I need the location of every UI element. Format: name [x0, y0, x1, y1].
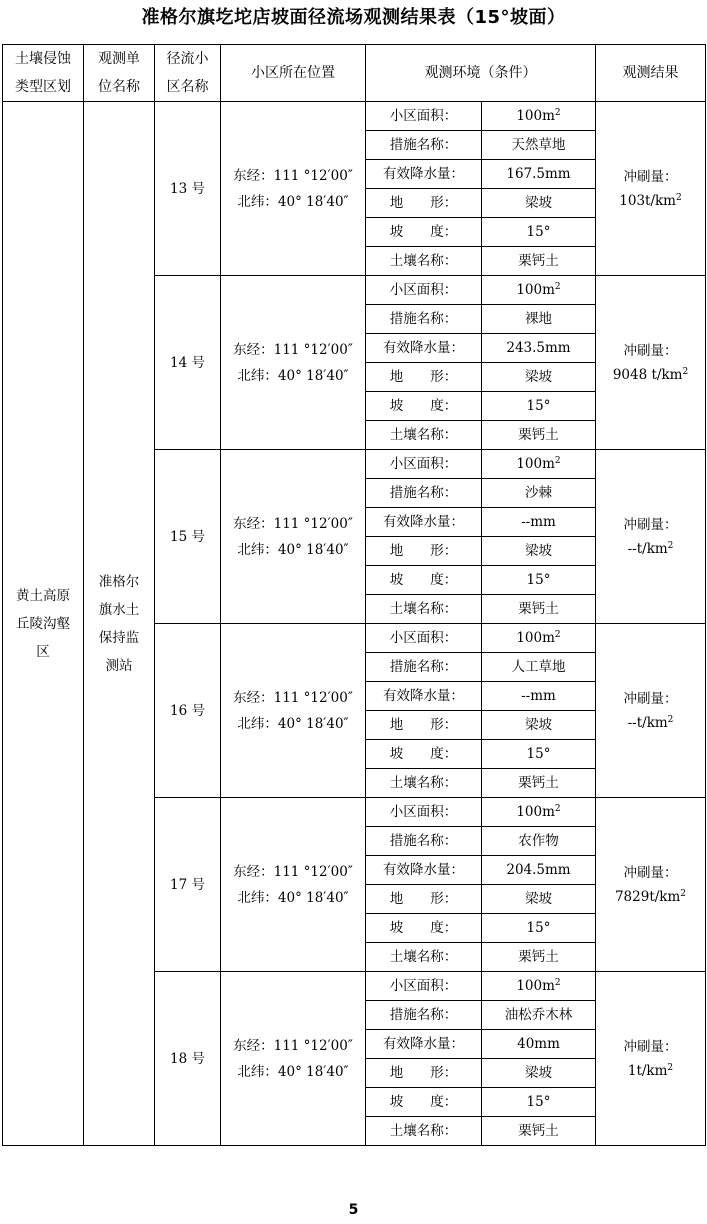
- env-value-text: 100m: [516, 804, 555, 820]
- result-value: [596, 363, 705, 387]
- env-value-text: 100m: [516, 282, 555, 298]
- env-value-text: 梁坡: [525, 891, 552, 907]
- env-value-area: [482, 624, 596, 653]
- header-row: [3, 45, 706, 102]
- env-label-area: 小区面积：: [366, 102, 482, 131]
- plot-location-cell: [221, 972, 366, 1146]
- plot-location-cell: [221, 276, 366, 450]
- env-value-soil: [482, 769, 596, 798]
- station-cell: [84, 102, 155, 1146]
- result-unit-exponent: 2: [667, 1062, 674, 1073]
- longitude: 东经：111 °12′00″: [233, 863, 353, 880]
- env-value-rain: [482, 856, 596, 885]
- env-value-text: 梁坡: [525, 1065, 552, 1081]
- env-value-text: 裸地: [525, 311, 552, 327]
- area-unit-exponent: 2: [554, 456, 561, 466]
- page-number: 5: [348, 1202, 359, 1218]
- env-label-terrain: 地 形：: [366, 1059, 482, 1088]
- env-value-area: [482, 450, 596, 479]
- env-value-area: [482, 798, 596, 827]
- env-value-area: [482, 972, 596, 1001]
- env-label-rain: 有效降水量：: [366, 508, 482, 537]
- env-label-measure: 措施名称：: [366, 1001, 482, 1030]
- plot-name-cell: 18 号: [155, 972, 221, 1146]
- result-value-text: 103t/km: [619, 192, 676, 209]
- plot-name-cell: 16 号: [155, 624, 221, 798]
- env-label-rain: 有效降水量：: [366, 334, 482, 363]
- env-value-text: 人工草地: [511, 659, 566, 675]
- env-value-rain: [482, 334, 596, 363]
- plot-result-cell: [596, 102, 706, 276]
- env-label-soil: 土壤名称：: [366, 943, 482, 972]
- result-value-text: 9048 t/km: [612, 366, 683, 383]
- header-result: 观测结果: [596, 45, 706, 102]
- env-value-text: 243.5mm: [506, 340, 571, 356]
- plot-result-cell: [596, 276, 706, 450]
- env-label-rain: 有效降水量：: [366, 856, 482, 885]
- area-unit-exponent: 2: [554, 630, 561, 640]
- region-line3: 区: [36, 643, 50, 660]
- plot-name-cell: 14 号: [155, 276, 221, 450]
- env-value-text: 栗钙土: [518, 427, 559, 443]
- env-value-soil: [482, 943, 596, 972]
- header-region-line1: 土壤侵蚀: [15, 51, 71, 67]
- env-label-terrain: 地 形：: [366, 537, 482, 566]
- result-unit-exponent: 2: [667, 714, 674, 725]
- longitude: 东经：111 °12′00″: [233, 515, 353, 532]
- result-label: 冲刷量：: [623, 342, 678, 359]
- env-value-terrain: [482, 189, 596, 218]
- env-label-slope: 坡 度：: [366, 1088, 482, 1117]
- result-label: 冲刷量：: [623, 516, 678, 533]
- result-value: [596, 711, 705, 735]
- latitude: 北纬：40° 18′40″: [237, 541, 349, 558]
- station-line2: 旗水土: [98, 601, 140, 618]
- env-value-text: 15°: [526, 224, 551, 240]
- env-value-terrain: [482, 711, 596, 740]
- env-value-rain: [482, 1030, 596, 1059]
- result-value-text: 7829t/km: [614, 888, 681, 905]
- env-value-text: 167.5mm: [506, 166, 571, 182]
- env-value-text: 梁坡: [525, 195, 552, 211]
- latitude: 北纬：40° 18′40″: [237, 715, 349, 732]
- env-label-rain: 有效降水量：: [366, 1030, 482, 1059]
- result-value-text: --t/km: [627, 540, 668, 557]
- env-label-slope: 坡 度：: [366, 218, 482, 247]
- plot-result-cell: [596, 624, 706, 798]
- plot-result-cell: [596, 972, 706, 1146]
- header-plot-line2: 区名称: [166, 79, 209, 95]
- area-unit-exponent: 2: [554, 108, 561, 118]
- result-value: [596, 885, 705, 909]
- plot-name-cell: 17 号: [155, 798, 221, 972]
- result-unit-exponent: 2: [682, 366, 689, 377]
- env-value-rain: [482, 160, 596, 189]
- longitude: 东经：111 °12′00″: [233, 689, 353, 706]
- table-row: [3, 102, 706, 131]
- observation-table: [2, 44, 706, 1146]
- env-value-text: 天然草地: [511, 137, 566, 153]
- env-value-text: 农作物: [518, 833, 559, 849]
- env-value-text: 沙棘: [525, 485, 552, 501]
- env-label-rain: 有效降水量：: [366, 160, 482, 189]
- env-value-area: [482, 102, 596, 131]
- env-value-slope: [482, 392, 596, 421]
- env-value-slope: [482, 218, 596, 247]
- env-value-slope: [482, 740, 596, 769]
- plot-location-cell: [221, 102, 366, 276]
- env-value-measure: [482, 1001, 596, 1030]
- env-label-soil: 土壤名称：: [366, 1117, 482, 1146]
- env-value-slope: [482, 1088, 596, 1117]
- region-cell: [3, 102, 84, 1146]
- plot-result-cell: [596, 450, 706, 624]
- result-value-text: --t/km: [627, 714, 668, 731]
- env-value-text: 15°: [526, 920, 551, 936]
- env-label-soil: 土壤名称：: [366, 769, 482, 798]
- page-title: 准格尔旗圪坨店坡面径流场观测结果表（15°坡面）: [141, 7, 566, 28]
- env-value-text: 100m: [516, 630, 555, 646]
- env-value-soil: [482, 595, 596, 624]
- header-region-line2: 类型区划: [15, 79, 71, 95]
- header-environment: 观测环境（条件）: [366, 45, 596, 102]
- env-value-text: 15°: [526, 1094, 551, 1110]
- header-station-line2: 位名称: [98, 79, 140, 95]
- env-label-area: 小区面积：: [366, 798, 482, 827]
- env-value-text: 栗钙土: [518, 601, 559, 617]
- env-label-slope: 坡 度：: [366, 914, 482, 943]
- result-label: 冲刷量：: [623, 168, 678, 185]
- table-body: [3, 102, 706, 1146]
- env-value-terrain: [482, 363, 596, 392]
- env-value-text: 梁坡: [525, 369, 552, 385]
- env-value-text: --mm: [521, 688, 556, 704]
- env-label-terrain: 地 形：: [366, 189, 482, 218]
- env-value-soil: [482, 247, 596, 276]
- area-unit-exponent: 2: [554, 282, 561, 292]
- result-value-text: 1t/km: [627, 1062, 668, 1079]
- result-unit-exponent: 2: [667, 540, 674, 551]
- env-value-text: 204.5mm: [506, 862, 571, 878]
- result-value: [596, 537, 705, 561]
- env-label-area: 小区面积：: [366, 450, 482, 479]
- env-value-text: 15°: [526, 572, 551, 588]
- env-label-measure: 措施名称：: [366, 653, 482, 682]
- latitude: 北纬：40° 18′40″: [237, 889, 349, 906]
- env-value-rain: [482, 508, 596, 537]
- plot-result-cell: [596, 798, 706, 972]
- env-label-soil: 土壤名称：: [366, 421, 482, 450]
- env-label-terrain: 地 形：: [366, 363, 482, 392]
- env-label-area: 小区面积：: [366, 624, 482, 653]
- result-unit-exponent: 2: [680, 888, 687, 899]
- env-value-text: 梁坡: [525, 543, 552, 559]
- header-region: [3, 45, 84, 102]
- latitude: 北纬：40° 18′40″: [237, 1063, 349, 1080]
- region-line2: 丘陵沟壑: [16, 615, 70, 632]
- env-label-soil: 土壤名称：: [366, 247, 482, 276]
- longitude: 东经：111 °12′00″: [233, 341, 353, 358]
- env-label-measure: 措施名称：: [366, 305, 482, 334]
- result-unit-exponent: 2: [676, 192, 682, 203]
- env-value-text: 100m: [516, 456, 555, 472]
- plot-name-cell: 15 号: [155, 450, 221, 624]
- result-value: [596, 1059, 705, 1083]
- env-value-text: 栗钙土: [518, 253, 559, 269]
- region-line1: 黄土高原: [16, 587, 70, 604]
- env-value-area: [482, 276, 596, 305]
- env-label-slope: 坡 度：: [366, 740, 482, 769]
- env-value-rain: [482, 682, 596, 711]
- env-value-text: 油松乔木林: [504, 1007, 573, 1023]
- header-plot: [155, 45, 221, 102]
- env-label-slope: 坡 度：: [366, 566, 482, 595]
- env-label-area: 小区面积：: [366, 972, 482, 1001]
- env-value-soil: [482, 1117, 596, 1146]
- env-value-text: 100m: [516, 108, 555, 124]
- env-value-terrain: [482, 885, 596, 914]
- env-label-rain: 有效降水量：: [366, 682, 482, 711]
- station-line4: 测站: [105, 657, 133, 674]
- env-value-text: 15°: [526, 398, 551, 414]
- area-unit-exponent: 2: [554, 804, 561, 814]
- env-value-measure: [482, 305, 596, 334]
- env-label-terrain: 地 形：: [366, 711, 482, 740]
- latitude: 北纬：40° 18′40″: [237, 193, 349, 210]
- plot-location-cell: [221, 450, 366, 624]
- longitude: 东经：111 °12′00″: [233, 167, 353, 184]
- env-label-terrain: 地 形：: [366, 885, 482, 914]
- plot-location-cell: [221, 624, 366, 798]
- latitude: 北纬：40° 18′40″: [237, 367, 349, 384]
- env-value-text: 栗钙土: [518, 949, 559, 965]
- env-value-text: 栗钙土: [518, 1123, 559, 1139]
- env-value-text: 100m: [516, 978, 555, 994]
- header-location: 小区所在位置: [221, 45, 366, 102]
- plot-name-cell: 13 号: [155, 102, 221, 276]
- env-value-measure: [482, 653, 596, 682]
- area-unit-exponent: 2: [554, 978, 561, 988]
- result-label: 冲刷量：: [623, 864, 678, 881]
- env-label-soil: 土壤名称：: [366, 595, 482, 624]
- env-value-measure: [482, 131, 596, 160]
- result-label: 冲刷量：: [623, 1038, 678, 1055]
- station-line3: 保持监: [98, 629, 140, 646]
- env-label-measure: 措施名称：: [366, 827, 482, 856]
- env-value-text: 15°: [526, 746, 551, 762]
- env-value-terrain: [482, 1059, 596, 1088]
- header-station: [84, 45, 155, 102]
- result-value: [596, 189, 705, 213]
- result-label: 冲刷量：: [623, 690, 678, 707]
- env-label-measure: 措施名称：: [366, 131, 482, 160]
- env-value-measure: [482, 827, 596, 856]
- env-label-slope: 坡 度：: [366, 392, 482, 421]
- env-value-measure: [482, 479, 596, 508]
- longitude: 东经：111 °12′00″: [233, 1037, 353, 1054]
- header-plot-line1: 径流小: [166, 51, 209, 67]
- header-station-line1: 观测单: [98, 51, 140, 67]
- env-value-text: 40mm: [517, 1036, 560, 1052]
- env-value-slope: [482, 914, 596, 943]
- env-value-text: 梁坡: [525, 717, 552, 733]
- env-label-area: 小区面积：: [366, 276, 482, 305]
- env-label-measure: 措施名称：: [366, 479, 482, 508]
- env-value-text: --mm: [521, 514, 556, 530]
- env-value-terrain: [482, 537, 596, 566]
- env-value-soil: [482, 421, 596, 450]
- plot-location-cell: [221, 798, 366, 972]
- env-value-text: 栗钙土: [518, 775, 559, 791]
- env-value-slope: [482, 566, 596, 595]
- station-line1: 准格尔: [98, 573, 140, 590]
